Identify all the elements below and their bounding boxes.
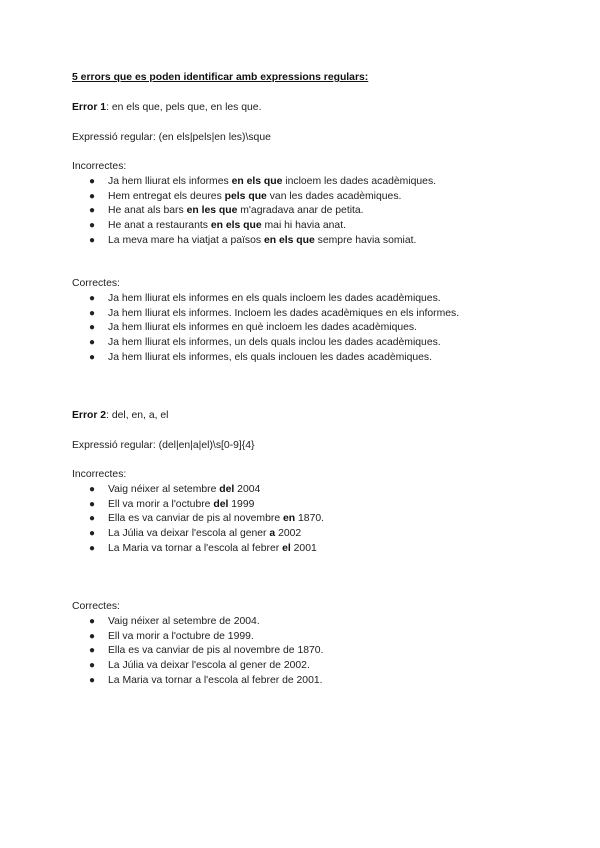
bullet-icon: ●	[89, 498, 96, 510]
list-item: ● La Maria va tornar a l'escola al febrer de 2001.	[72, 674, 323, 689]
error-1-regex: Expressió regular: (en els|pels|en les)\sque	[72, 132, 271, 143]
list-item: ● Ella es va canviar de pis al novembre de 1870.	[72, 644, 323, 659]
bullet-icon: ●	[89, 513, 96, 525]
bullet-icon: ●	[89, 484, 96, 495]
error-1-description: : en els que, pels que, en les que.	[106, 102, 262, 113]
bullet-icon: ●	[89, 542, 96, 554]
error-1-correct-label: Correctes:	[72, 278, 120, 289]
list-item: ● Ja hem lliurat els informes, els quals inclouen les dades acadèmiques.	[72, 351, 459, 366]
list-item: ● Vaig néixer al setembre de 2004.	[72, 615, 323, 630]
list-item: ● He anat als bars en les que m'agradava anar de petita.	[72, 204, 436, 219]
list-item: ● Ell va morir a l'octubre del 1999	[72, 498, 324, 513]
list-item: ● Vaig néixer al setembre del 2004	[72, 483, 324, 498]
error-2-description: : del, en, a, el	[106, 410, 169, 421]
list-item: ● Ell va morir a l'octubre de 1999.	[72, 630, 323, 645]
error-1-incorrect-list	[72, 175, 436, 248]
error-1-incorrect-label: Incorrectes:	[72, 161, 127, 172]
list-item: ● Ja hem lliurat els informes en els que incloem les dades acadèmiques.	[72, 175, 436, 190]
error-2-label: Error 2	[72, 410, 107, 421]
bullet-icon: ●	[89, 293, 96, 304]
bullet-icon: ●	[89, 322, 96, 334]
error-2-incorrect-list	[72, 483, 324, 556]
list-item: ● Ja hem lliurat els informes. Incloem les dades acadèmiques en els informes.	[72, 307, 459, 322]
bullet-icon: ●	[89, 337, 96, 349]
list-item: ● Ella es va canviar de pis al novembre en 1870.	[72, 512, 324, 527]
error-2-regex: Expressió regular: (del|en|a|el)\s[0-9]{4}	[72, 440, 255, 451]
bullet-icon: ●	[89, 528, 96, 540]
bullet-icon: ●	[89, 616, 96, 627]
error-2-correct-list	[72, 615, 323, 688]
list-item: ● Ja hem lliurat els informes, un dels quals inclou les dades acadèmiques.	[72, 336, 459, 351]
bullet-icon: ●	[89, 205, 96, 217]
bullet-icon: ●	[89, 220, 96, 232]
error-1-correct-list	[72, 292, 459, 365]
error-2-incorrect-label: Incorrectes:	[72, 469, 127, 480]
bullet-icon: ●	[89, 660, 96, 672]
bullet-icon: ●	[89, 630, 96, 642]
error-2-correct-label: Correctes:	[72, 601, 120, 612]
error-2-heading	[72, 409, 168, 423]
bullet-icon: ●	[89, 645, 96, 657]
list-item: ● Ja hem lliurat els informes en els quals incloem les dades acadèmiques.	[72, 292, 459, 307]
bullet-icon: ●	[89, 674, 96, 686]
list-item: ● Hem entregat els deures pels que van les dades acadèmiques.	[72, 190, 436, 205]
bullet-icon: ●	[89, 234, 96, 246]
error-1-label: Error 1	[72, 102, 107, 113]
list-item: ● La Maria va tornar a l'escola al febrer el 2001	[72, 542, 324, 557]
list-item: ● He anat a restaurants en els que mai hi havia anat.	[72, 219, 436, 234]
list-item: ● La Júlia va deixar l'escola al gener a 2002	[72, 527, 324, 542]
bullet-icon: ●	[89, 307, 96, 319]
bullet-icon: ●	[89, 190, 96, 202]
bullet-icon: ●	[89, 351, 96, 363]
bullet-icon: ●	[89, 176, 96, 187]
error-1-heading	[72, 101, 261, 115]
list-item: ● La Júlia va deixar l'escola al gener de 2002.	[72, 659, 323, 674]
list-item: ● La meva mare ha viatjat a països en els que sempre havia somiat.	[72, 234, 436, 249]
document-title: 5 errors que es poden identificar amb expressions regulars:	[72, 72, 369, 83]
list-item: ● Ja hem lliurat els informes en què incloem les dades acadèmiques.	[72, 321, 459, 336]
